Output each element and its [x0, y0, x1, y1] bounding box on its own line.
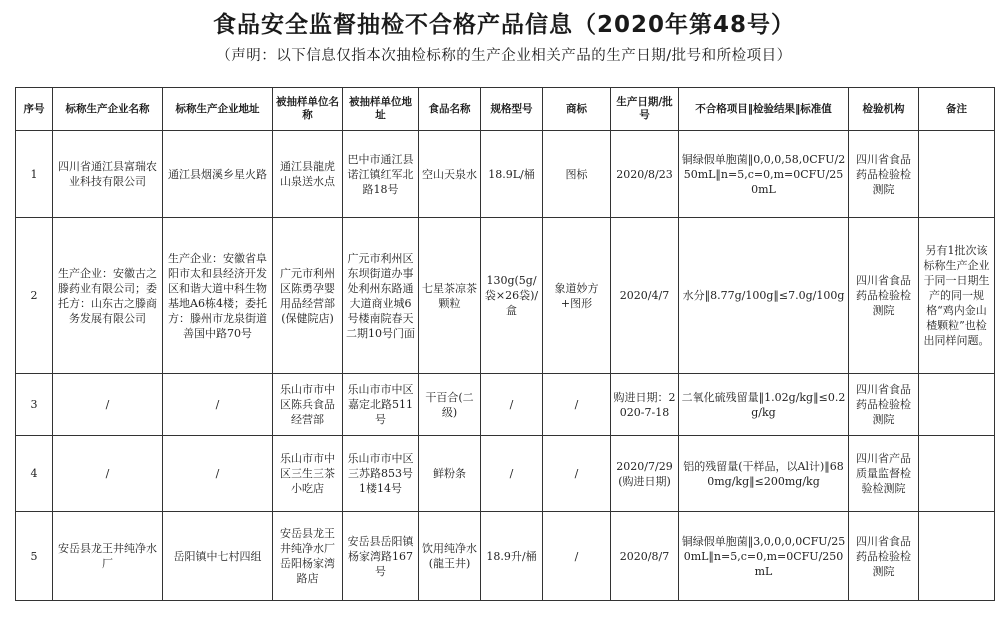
cell-remarks — [919, 131, 995, 218]
cell-index: 2 — [16, 218, 53, 374]
cell-remarks — [919, 436, 995, 512]
cell-specification: 18.9升/桶 — [481, 512, 543, 601]
cell-sampled-unit-address: 乐山市市中区嘉定北路511号 — [343, 374, 419, 436]
cell-sampled-unit-name: 乐山市市中区三生三茶小吃店 — [273, 436, 343, 512]
cell-trademark: 图标 — [543, 131, 611, 218]
header-sampled-unit-address: 被抽样单位地址 — [343, 88, 419, 131]
cell-sampled-unit-name: 广元市利州区陈勇孕婴用品经营部(保健院店) — [273, 218, 343, 374]
cell-producer-address: / — [163, 374, 273, 436]
cell-food-name: 空山天泉水 — [419, 131, 481, 218]
cell-specification: 130g(5g/袋×26袋)/盒 — [481, 218, 543, 374]
cell-sampled-unit-name: 乐山市市中区陈兵食品经营部 — [273, 374, 343, 436]
table-row — [16, 131, 995, 218]
cell-index: 3 — [16, 374, 53, 436]
cell-index: 1 — [16, 131, 53, 218]
cell-remarks: 另有1批次该标称生产企业于同一日期生产的同一规格“鸡内金山楂颗粒”也检出同样问题。 — [919, 218, 995, 374]
cell-food-name: 饮用纯净水(龍王井) — [419, 512, 481, 601]
header-production-date: 生产日期/批号 — [611, 88, 679, 131]
page-title: 食品安全监督抽检不合格产品信息（2020年第48号） — [212, 12, 796, 38]
header-inspection-agency: 检验机构 — [849, 88, 919, 131]
cell-trademark: / — [543, 436, 611, 512]
cell-sampled-unit-address: 广元市利州区东坝街道办事处利州东路通大道商业城6号楼南院春天二期10号门面 — [343, 218, 419, 374]
cell-inspection-agency: 四川省食品药品检验检测院 — [849, 374, 919, 436]
cell-sampled-unit-name: 安岳县龙王井纯净水厂岳阳杨家湾路店 — [273, 512, 343, 601]
table-row — [16, 218, 995, 374]
cell-failed-item: 水分‖8.77g/100g‖≤7.0g/100g — [679, 218, 849, 374]
cell-food-name: 干百合(二级) — [419, 374, 481, 436]
cell-producer-name: 四川省通江县富瑞农业科技有限公司 — [53, 131, 163, 218]
cell-producer-name: / — [53, 374, 163, 436]
cell-trademark: 象道妙方+图形 — [543, 218, 611, 374]
cell-specification: 18.9L/桶 — [481, 131, 543, 218]
cell-producer-name: / — [53, 436, 163, 512]
cell-production-date: 2020/8/23 — [611, 131, 679, 218]
cell-inspection-agency: 四川省产品质量监督检验检测院 — [849, 436, 919, 512]
cell-production-date: 2020/8/7 — [611, 512, 679, 601]
header-index: 序号 — [16, 88, 53, 131]
header-producer-address: 标称生产企业地址 — [163, 88, 273, 131]
cell-specification: / — [481, 436, 543, 512]
cell-sampled-unit-address: 巴中市通江县诺江镇红军北路18号 — [343, 131, 419, 218]
cell-food-name: 鲜粉条 — [419, 436, 481, 512]
table-row — [16, 374, 995, 436]
cell-food-name: 七星茶凉茶颗粒 — [419, 218, 481, 374]
cell-producer-name: 安岳县龙王井纯净水厂 — [53, 512, 163, 601]
table-row — [16, 436, 995, 512]
table-header-row — [16, 88, 995, 131]
cell-remarks — [919, 512, 995, 601]
cell-trademark: / — [543, 512, 611, 601]
cell-sampled-unit-address: 乐山市市中区三苏路853号1楼14号 — [343, 436, 419, 512]
disclaimer-subtitle: （声明：以下信息仅指本次抽检标称的生产企业相关产品的生产日期/批号和所检项目） — [216, 48, 792, 64]
cell-failed-item: 铜绿假单胞菌‖3,0,0,0,0CFU/250mL‖n=5,c=0,m=0CFU/250mL — [679, 512, 849, 601]
header-trademark: 商标 — [543, 88, 611, 131]
cell-failed-item: 二氧化硫残留量‖1.02g/kg‖≤0.2g/kg — [679, 374, 849, 436]
cell-failed-item: 铜绿假单胞菌‖0,0,0,58,0CFU/250mL‖n=5,c=0,m=0CFU/250mL — [679, 131, 849, 218]
header-specification: 规格型号 — [481, 88, 543, 131]
cell-inspection-agency: 四川省食品药品检验检测院 — [849, 131, 919, 218]
header-producer-name: 标称生产企业名称 — [53, 88, 163, 131]
cell-trademark: / — [543, 374, 611, 436]
cell-production-date: 2020/4/7 — [611, 218, 679, 374]
cell-specification: / — [481, 374, 543, 436]
cell-inspection-agency: 四川省食品药品检验检测院 — [849, 218, 919, 374]
table-row — [16, 512, 995, 601]
cell-index: 4 — [16, 436, 53, 512]
cell-producer-address: 通江县烟溪乡星火路 — [163, 131, 273, 218]
cell-producer-address: 岳阳镇中七村四组 — [163, 512, 273, 601]
header-failed-item: 不合格项目‖检验结果‖标准值 — [679, 88, 849, 131]
cell-remarks — [919, 374, 995, 436]
cell-sampled-unit-name: 通江县龍虎山泉送水点 — [273, 131, 343, 218]
cell-production-date: 2020/7/29(购进日期) — [611, 436, 679, 512]
cell-producer-address: 生产企业：安徽省阜阳市太和县经济开发区和谐大道中科生物基地A6栋4楼；委托方：滕州市龙泉街道善国中路70号 — [163, 218, 273, 374]
cell-index: 5 — [16, 512, 53, 601]
cell-failed-item: 铝的残留量(干样品，以Al计)‖680mg/kg‖≤200mg/kg — [679, 436, 849, 512]
header-sampled-unit-name: 被抽样单位名称 — [273, 88, 343, 131]
cell-sampled-unit-address: 安岳县岳阳镇杨家湾路167号 — [343, 512, 419, 601]
cell-producer-name: 生产企业：安徽古之滕药业有限公司；委托方：山东古之滕商务发展有限公司 — [53, 218, 163, 374]
cell-inspection-agency: 四川省食品药品检验检测院 — [849, 512, 919, 601]
cell-production-date: 购进日期：2020-7-18 — [611, 374, 679, 436]
cell-producer-address: / — [163, 436, 273, 512]
header-food-name: 食品名称 — [419, 88, 481, 131]
header-remarks: 备注 — [919, 88, 995, 131]
unqualified-products-table — [15, 87, 995, 601]
